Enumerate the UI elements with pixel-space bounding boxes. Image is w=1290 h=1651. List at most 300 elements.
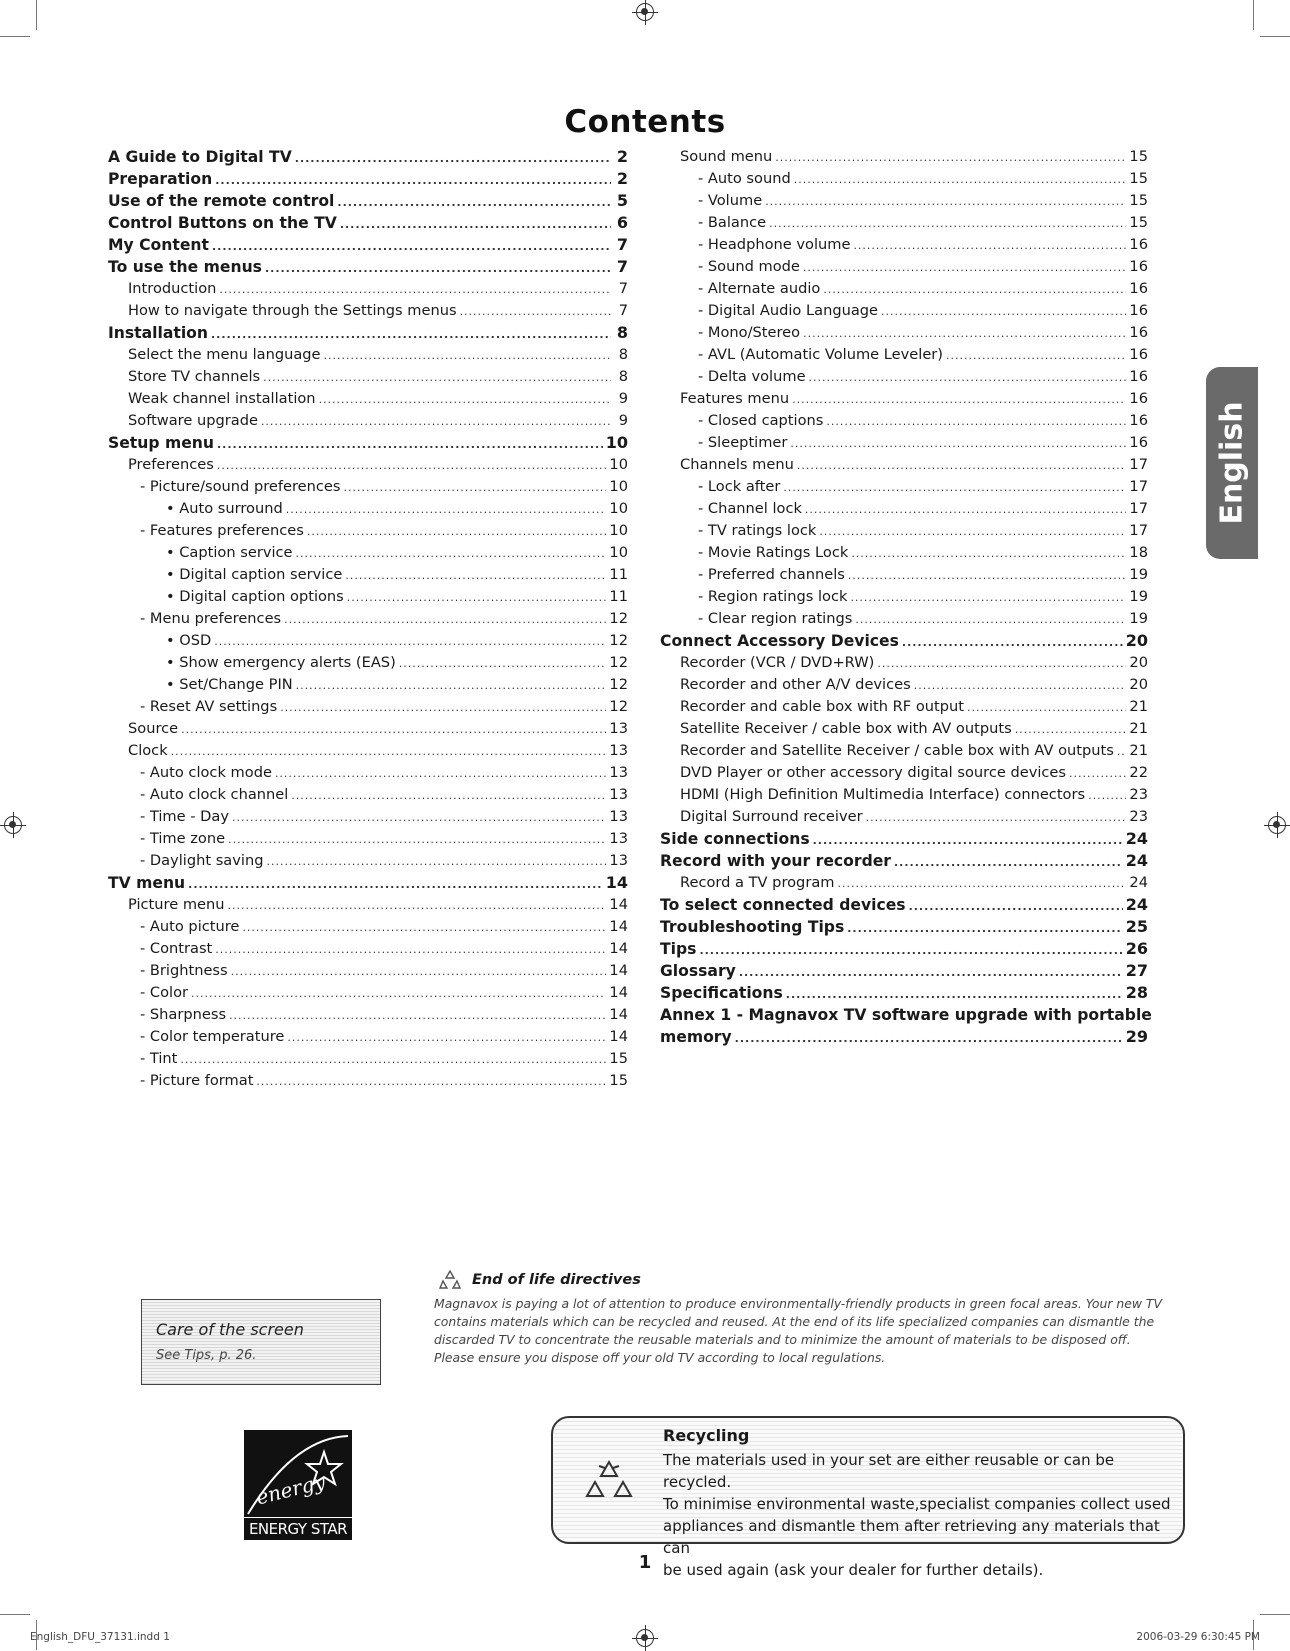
recycling-symbol-icon	[585, 1456, 633, 1504]
toc-entry[interactable]	[660, 322, 1148, 344]
toc-entry-page: 20	[1125, 631, 1148, 650]
toc-entry[interactable]	[660, 938, 1148, 960]
toc-entry-title: Source	[128, 720, 179, 737]
toc-entry-title: Control Buttons on the TV	[108, 214, 337, 232]
toc-entry[interactable]	[108, 718, 628, 740]
toc-leader-dots	[256, 1071, 606, 1093]
toc-leader-dots	[813, 830, 1123, 852]
toc-entry-page: 16	[1129, 412, 1148, 429]
toc-entry-page: 10	[605, 433, 628, 452]
toc-entry-title: HDMI (High Definition Multimedia Interface) connectors	[680, 786, 1086, 803]
recycling-text: The materials used in your set are either reusable or can be recycled. To minimise environmental waste,specialist companies collect used appliances and dismantle them after retrieving any materials that can be used again (ask your dealer for further details).	[663, 1451, 1171, 1579]
toc-entry-title: Weak channel installation	[128, 390, 316, 407]
toc-entry-page: 15	[1129, 192, 1148, 209]
toc-leader-dots	[866, 807, 1127, 829]
toc-leader-dots	[287, 1027, 606, 1049]
toc-entry-page: 24	[1125, 851, 1148, 870]
toc-entry-title: - Time - Day	[140, 808, 229, 825]
toc-entry[interactable]	[660, 982, 1148, 1004]
toc-entry-title: - Headphone volume	[698, 236, 851, 253]
toc-entry-page: 16	[1129, 236, 1148, 253]
toc-leader-dots	[775, 147, 1126, 169]
toc-entry[interactable]	[108, 366, 628, 388]
toc-leader-dots	[946, 345, 1126, 367]
toc-leader-dots	[347, 587, 607, 609]
toc-entry-title: - Clear region ratings	[698, 610, 853, 627]
toc-leader-dots	[850, 587, 1126, 609]
toc-entry-page: 7	[616, 257, 628, 276]
toc-entry[interactable]	[108, 850, 628, 872]
toc-entry-page: 7	[618, 280, 628, 297]
toc-entry[interactable]	[108, 894, 628, 916]
toc-leader-dots	[188, 874, 603, 896]
toc-entry[interactable]	[660, 212, 1148, 234]
toc-entry[interactable]	[108, 674, 628, 696]
toc-entry-title: - Color temperature	[140, 1028, 285, 1045]
registration-mark-icon	[4, 816, 22, 834]
toc-entry[interactable]	[108, 542, 628, 564]
toc-leader-dots	[894, 852, 1123, 874]
slug-filename: English_DFU_37131.indd 1	[30, 1631, 170, 1643]
toc-entry[interactable]	[660, 674, 1148, 696]
toc-entry[interactable]	[108, 916, 628, 938]
toc-leader-dots	[819, 521, 1126, 543]
toc-entry-title: Software upgrade	[128, 412, 258, 429]
toc-entry-title: Digital Surround receiver	[680, 808, 863, 825]
toc-right-column	[660, 146, 1152, 1048]
toc-leader-dots	[805, 499, 1127, 521]
toc-entry[interactable]	[660, 1026, 1148, 1048]
toc-leader-dots	[211, 324, 611, 346]
toc-entry-title: - Sharpness	[140, 1006, 227, 1023]
crop-mark	[0, 36, 30, 37]
toc-entry[interactable]	[660, 696, 1148, 718]
toc-leader-dots	[266, 851, 606, 873]
toc-entry[interactable]	[660, 146, 1148, 168]
toc-entry[interactable]	[660, 784, 1148, 806]
toc-entry-title: Specifications	[660, 984, 783, 1002]
toc-leader-dots	[228, 829, 606, 851]
toc-leader-dots	[215, 170, 611, 192]
toc-entry-title: - Features preferences	[140, 522, 304, 539]
toc-entry-title: Sound menu	[680, 148, 773, 165]
toc-leader-dots	[877, 653, 1126, 675]
toc-entry-page: 14	[609, 962, 628, 979]
toc-entry[interactable]	[108, 1026, 628, 1048]
toc-entry[interactable]	[108, 806, 628, 828]
toc-entry-title: - Preferred channels	[698, 566, 845, 583]
toc-entry-title: Channels menu	[680, 456, 794, 473]
toc-leader-dots	[1015, 719, 1127, 741]
toc-leader-dots	[284, 609, 606, 631]
toc-entry-page: 14	[609, 940, 628, 957]
registration-mark-icon	[636, 1629, 654, 1647]
toc-leader-dots	[295, 148, 611, 170]
toc-entry-title: Tips	[660, 940, 697, 958]
toc-entry-page: 29	[1125, 1027, 1148, 1046]
toc-leader-dots	[797, 455, 1127, 477]
toc-entry[interactable]	[108, 762, 628, 784]
toc-entry-title: • Digital caption options	[166, 588, 344, 605]
toc-leader-dots	[229, 1005, 606, 1027]
toc-leader-dots	[337, 192, 611, 214]
toc-entry-title: - Mono/Stereo	[698, 324, 801, 341]
toc-entry-title: - Tint	[140, 1050, 178, 1067]
toc-entry-page: 16	[1129, 324, 1148, 341]
toc-leader-dots	[291, 785, 606, 807]
toc-entry-title: • Auto surround	[166, 500, 283, 517]
toc-entry-page: 26	[1125, 939, 1148, 958]
toc-entry[interactable]	[660, 652, 1148, 674]
toc-leader-dots	[823, 279, 1126, 301]
toc-entry[interactable]	[108, 982, 628, 1004]
toc-entry[interactable]	[660, 498, 1148, 520]
crop-mark	[0, 1614, 30, 1615]
toc-leader-dots	[699, 940, 1122, 962]
toc-entry-title: - Balance	[698, 214, 767, 231]
toc-entry-title: - Sleeptimer	[698, 434, 788, 451]
toc-entry-title: Annex 1 - Magnavox TV software upgrade with portable	[660, 1006, 1152, 1024]
toc-entry[interactable]	[108, 938, 628, 960]
toc-entry[interactable]	[660, 762, 1148, 784]
toc-entry[interactable]	[660, 190, 1148, 212]
toc-leader-dots	[967, 697, 1126, 719]
toc-entry[interactable]	[108, 454, 628, 476]
crop-mark	[1253, 0, 1254, 30]
toc-entry[interactable]	[108, 828, 628, 850]
toc-leader-dots	[307, 521, 607, 543]
energy-star-logo	[244, 1430, 352, 1540]
toc-entry-page: 21	[1129, 742, 1148, 759]
toc-entry[interactable]	[660, 454, 1148, 476]
toc-entry-page: 20	[1129, 654, 1148, 671]
toc-entry-title: - Contrast	[140, 940, 213, 957]
toc-entry-title: • Caption service	[166, 544, 293, 561]
toc-entry-page: 13	[609, 808, 628, 825]
toc-leader-dots	[783, 477, 1126, 499]
language-tab-label: English	[1214, 401, 1250, 525]
toc-entry-page: 13	[609, 852, 628, 869]
toc-entry-title: Features menu	[680, 390, 790, 407]
toc-leader-dots	[214, 631, 606, 653]
toc-entry[interactable]	[108, 872, 628, 894]
toc-entry-page: 15	[1129, 170, 1148, 187]
toc-entry-title: Satellite Receiver / cable box with AV outputs	[680, 720, 1012, 737]
toc-entry-page: 14	[609, 896, 628, 913]
toc-leader-dots	[319, 389, 611, 411]
page-number: 1	[638, 1552, 652, 1573]
toc-entry[interactable]	[108, 322, 628, 344]
toc-entry-title: • OSD	[166, 632, 212, 649]
toc-entry[interactable]	[108, 146, 628, 168]
toc-entry-title: Use of the remote control	[108, 192, 335, 210]
language-tab	[1206, 367, 1258, 559]
toc-entry[interactable]	[108, 168, 628, 190]
toc-entry[interactable]	[108, 740, 628, 762]
toc-entry-page: 5	[616, 191, 628, 210]
page-title: Contents	[564, 104, 726, 140]
toc-leader-dots	[1069, 763, 1126, 785]
toc-leader-dots	[881, 301, 1126, 323]
toc-entry-page: 17	[1129, 456, 1148, 473]
toc-entry[interactable]	[660, 740, 1148, 762]
toc-entry[interactable]	[108, 1004, 628, 1026]
toc-entry[interactable]	[108, 1070, 628, 1092]
toc-entry-title: - Volume	[698, 192, 763, 209]
toc-entry-page: 19	[1129, 566, 1148, 583]
toc-entry[interactable]	[108, 410, 628, 432]
toc-entry[interactable]	[108, 564, 628, 586]
toc-entry-title: - Delta volume	[698, 368, 806, 385]
toc-entry-title: To select connected devices	[660, 896, 906, 914]
energy-star-label: ENERGY STAR	[244, 1517, 352, 1538]
toc-entry-title: - Reset AV settings	[140, 698, 278, 715]
toc-leader-dots	[914, 675, 1127, 697]
toc-entry[interactable]	[108, 344, 628, 366]
toc-entry-page: 16	[1129, 302, 1148, 319]
toc-entry-page: 21	[1129, 698, 1148, 715]
toc-entry[interactable]	[660, 850, 1148, 872]
toc-entry-page: 24	[1129, 874, 1148, 891]
toc-entry-page: 12	[609, 632, 628, 649]
toc-entry-page: 16	[1129, 280, 1148, 297]
toc-leader-dots	[296, 675, 607, 697]
toc-entry-title: Preparation	[108, 170, 213, 188]
toc-entry-title: - Auto clock channel	[140, 786, 289, 803]
toc-entry[interactable]	[108, 960, 628, 982]
toc-entry-page: 20	[1129, 676, 1148, 693]
toc-entry[interactable]	[660, 806, 1148, 828]
toc-leader-dots	[837, 873, 1126, 895]
toc-entry[interactable]	[108, 696, 628, 718]
end-of-life-title: End of life directives	[472, 1272, 641, 1288]
toc-entry-page: 16	[1129, 368, 1148, 385]
toc-entry[interactable]	[108, 652, 628, 674]
registration-mark-icon	[1268, 816, 1286, 834]
toc-entry-page: 28	[1125, 983, 1148, 1002]
toc-entry-page: 14	[609, 984, 628, 1001]
toc-entry-title: - Channel lock	[698, 500, 802, 517]
toc-entry[interactable]	[660, 476, 1148, 498]
toc-leader-dots	[280, 697, 606, 719]
toc-entry[interactable]	[660, 300, 1148, 322]
toc-leader-dots	[399, 653, 607, 675]
toc-entry[interactable]	[108, 498, 628, 520]
recycle-icon	[438, 1268, 462, 1292]
toc-entry-title: - AVL (Automatic Volume Leveler)	[698, 346, 943, 363]
toc-leader-dots	[792, 389, 1126, 411]
toc-leader-dots	[171, 741, 607, 763]
toc-entry-page: 12	[609, 676, 628, 693]
toc-leader-dots	[215, 939, 606, 961]
toc-entry-page: 6	[616, 213, 628, 232]
toc-leader-dots	[739, 962, 1123, 984]
toc-entry-title: Introduction	[128, 280, 217, 297]
toc-entry[interactable]	[108, 256, 628, 278]
toc-entry-page: 10	[609, 500, 628, 517]
toc-entry[interactable]	[108, 476, 628, 498]
toc-entry-title: Record a TV program	[680, 874, 835, 891]
recycling-box	[551, 1416, 1185, 1579]
toc-entry-title: Store TV channels	[128, 368, 261, 385]
toc-entry-title: Side connections	[660, 830, 810, 848]
toc-entry[interactable]	[108, 388, 628, 410]
toc-entry-title: Preferences	[128, 456, 214, 473]
toc-entry-page: 14	[609, 1028, 628, 1045]
toc-entry[interactable]	[108, 586, 628, 608]
toc-entry[interactable]	[660, 630, 1148, 652]
toc-entry[interactable]	[108, 278, 628, 300]
toc-entry-title: - Picture/sound preferences	[140, 478, 341, 495]
toc-entry[interactable]	[660, 894, 1148, 916]
toc-entry-page: 23	[1129, 808, 1148, 825]
toc-entry-title: • Digital caption service	[166, 566, 343, 583]
toc-entry-page: 21	[1129, 720, 1148, 737]
toc-entry[interactable]	[108, 432, 628, 454]
toc-entry-title: TV menu	[108, 874, 186, 892]
toc-entry-title: Select the menu language	[128, 346, 321, 363]
toc-leader-dots	[769, 213, 1126, 235]
slug-timestamp: 2006-03-29 6:30:45 PM	[1136, 1631, 1260, 1643]
toc-entry[interactable]	[660, 256, 1148, 278]
toc-entry[interactable]	[660, 344, 1148, 366]
toc-entry[interactable]	[660, 366, 1148, 388]
care-box-title: Care of the screen	[156, 1320, 304, 1339]
toc-entry-page: 25	[1125, 917, 1148, 936]
toc-entry-page: 13	[609, 830, 628, 847]
toc-entry[interactable]	[108, 234, 628, 256]
toc-entry-title: - Color	[140, 984, 189, 1001]
toc-entry[interactable]	[108, 190, 628, 212]
toc-entry-page: 16	[1129, 434, 1148, 451]
toc-leader-dots	[340, 214, 611, 236]
toc-leader-dots	[790, 433, 1126, 455]
toc-leader-dots	[1117, 741, 1127, 763]
toc-entry-title: Picture menu	[128, 896, 225, 913]
toc-entry[interactable]	[660, 542, 1148, 564]
toc-leader-dots	[265, 258, 611, 280]
toc-entry[interactable]	[108, 630, 628, 652]
toc-entry-title: - Time zone	[140, 830, 226, 847]
toc-leader-dots	[228, 895, 607, 917]
toc-entry-page: 8	[618, 346, 628, 363]
recycling-title: Recycling	[663, 1426, 750, 1445]
crop-mark	[1260, 36, 1290, 37]
toc-entry[interactable]	[660, 1004, 1152, 1026]
toc-entry-title: Recorder and cable box with RF output	[680, 698, 964, 715]
toc-entry-title: Clock	[128, 742, 168, 759]
toc-entry[interactable]	[660, 872, 1148, 894]
toc-entry-page: 14	[605, 873, 628, 892]
toc-entry-title: • Show emergency alerts (EAS)	[166, 654, 396, 671]
toc-leader-dots	[191, 983, 606, 1005]
toc-leader-dots	[847, 918, 1122, 940]
toc-entry-page: 12	[609, 610, 628, 627]
toc-entry[interactable]	[108, 608, 628, 630]
toc-leader-dots	[345, 565, 606, 587]
toc-entry-page: 2	[616, 147, 628, 166]
care-of-screen-box	[141, 1299, 381, 1385]
toc-entry-title: Recorder (VCR / DVD+RW)	[680, 654, 875, 671]
toc-entry[interactable]	[660, 718, 1148, 740]
toc-entry-title: - TV ratings lock	[698, 522, 817, 539]
toc-entry[interactable]	[660, 410, 1148, 432]
toc-entry[interactable]	[660, 234, 1148, 256]
toc-entry-title: - Lock after	[698, 478, 781, 495]
toc-entry-title: - Alternate audio	[698, 280, 821, 297]
toc-leader-dots	[803, 257, 1127, 279]
toc-entry-title: Connect Accessory Devices	[660, 632, 899, 650]
toc-entry-page: 14	[609, 1006, 628, 1023]
toc-entry-page: 15	[609, 1072, 628, 1089]
toc-entry-page: 15	[1129, 148, 1148, 165]
toc-entry-title: - Daylight saving	[140, 852, 264, 869]
toc-leader-dots	[902, 632, 1123, 654]
toc-entry-page: 8	[618, 368, 628, 385]
toc-entry-page: 17	[1129, 500, 1148, 517]
toc-leader-dots	[231, 961, 607, 983]
toc-entry-title: Glossary	[660, 962, 736, 980]
toc-entry-title: - Region ratings lock	[698, 588, 848, 605]
toc-leader-dots	[765, 191, 1126, 213]
toc-entry-page: 23	[1129, 786, 1148, 803]
toc-leader-dots	[344, 477, 607, 499]
toc-entry[interactable]	[108, 212, 628, 234]
toc-entry[interactable]	[108, 300, 628, 322]
toc-entry-title: - Picture format	[140, 1072, 254, 1089]
toc-leader-dots	[286, 499, 607, 521]
toc-entry-page: 7	[616, 235, 628, 254]
toc-leader-dots	[242, 917, 606, 939]
toc-entry[interactable]	[660, 520, 1148, 542]
toc-entry[interactable]	[108, 784, 628, 806]
toc-entry[interactable]	[660, 586, 1148, 608]
toc-entry[interactable]	[660, 916, 1148, 938]
toc-leader-dots	[296, 543, 607, 565]
toc-entry[interactable]	[660, 168, 1148, 190]
toc-entry[interactable]	[660, 432, 1148, 454]
toc-entry-page: 17	[1129, 522, 1148, 539]
toc-entry-title: - Auto sound	[698, 170, 791, 187]
toc-entry-title: - Digital Audio Language	[698, 302, 879, 319]
toc-entry-page: 12	[609, 698, 628, 715]
toc-entry[interactable]	[108, 1048, 628, 1070]
toc-entry-page: 14	[609, 918, 628, 935]
toc-entry-page: 8	[616, 323, 628, 342]
toc-entry-page: 13	[609, 720, 628, 737]
toc-leader-dots	[275, 763, 606, 785]
toc-entry-page: 11	[609, 588, 628, 605]
toc-entry[interactable]	[660, 608, 1148, 630]
toc-entry-page: 2	[616, 169, 628, 188]
toc-leader-dots	[735, 1028, 1123, 1050]
toc-entry-title: To use the menus	[108, 258, 262, 276]
toc-leader-dots	[180, 1049, 606, 1071]
toc-entry[interactable]	[660, 388, 1148, 410]
toc-entry[interactable]	[108, 520, 628, 542]
toc-entry[interactable]	[660, 960, 1148, 982]
toc-entry[interactable]	[660, 828, 1148, 850]
toc-left-column	[108, 146, 628, 1092]
toc-entry-page: 24	[1125, 829, 1148, 848]
toc-entry-title: Recorder and Satellite Receiver / cable box with AV outputs	[680, 742, 1114, 759]
toc-entry-title: DVD Player or other accessory digital source devices	[680, 764, 1066, 781]
toc-entry[interactable]	[660, 278, 1148, 300]
toc-leader-dots	[460, 301, 611, 323]
toc-leader-dots	[803, 323, 1126, 345]
energy-star-script: energy	[253, 1469, 328, 1510]
toc-entry[interactable]	[660, 564, 1148, 586]
